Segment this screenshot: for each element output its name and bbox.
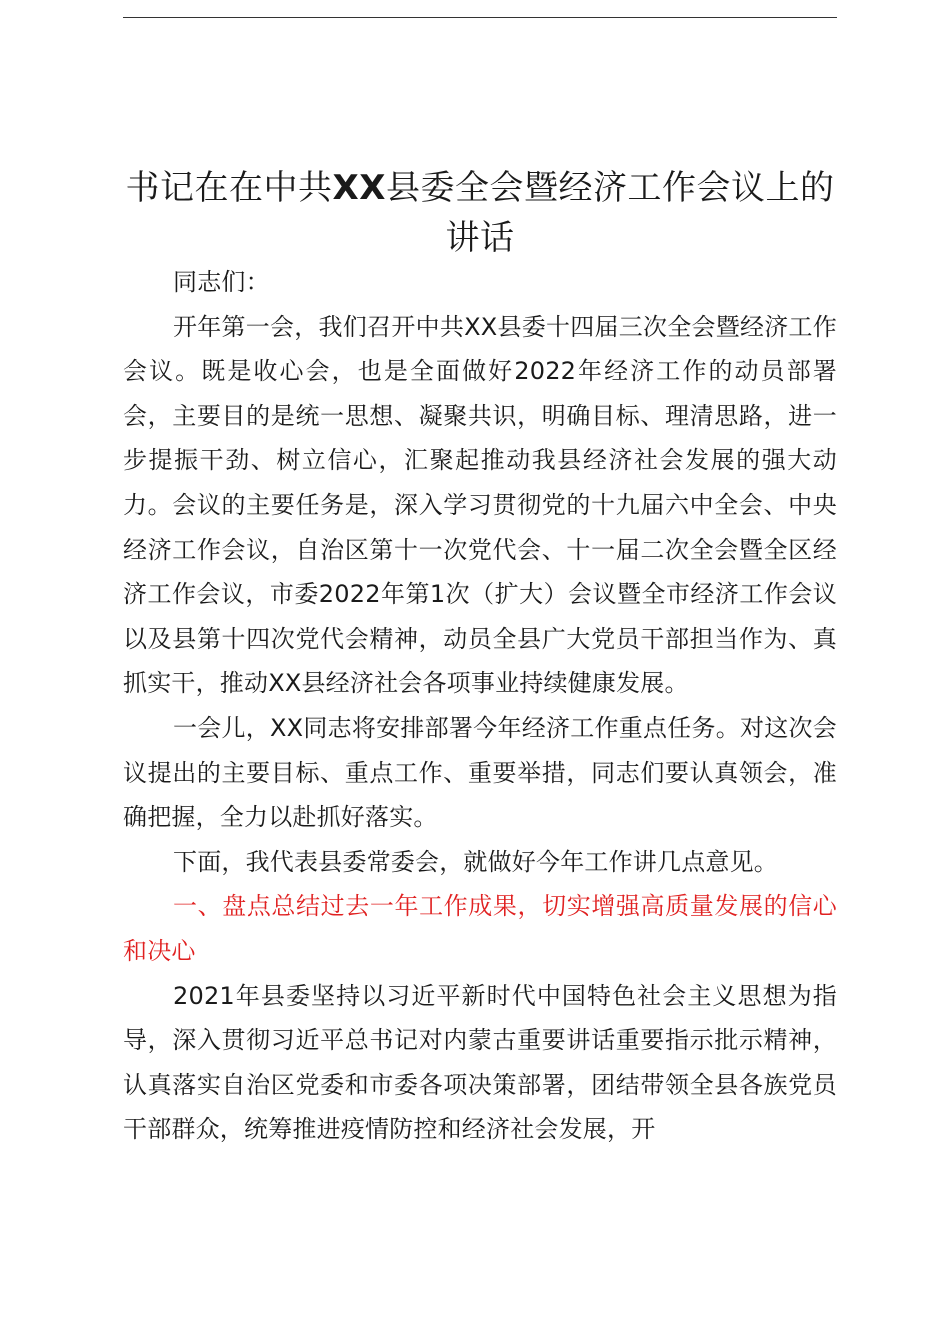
paragraph-arrangement: 一会儿，XX同志将安排部署今年经济工作重点任务。对这次会议提出的主要目标、重点工作、重要举措，同志们要认真领会，准确把握，全力以赴抓好落实。 (123, 713, 837, 832)
document-body (123, 260, 837, 1152)
paragraph-intro: 开年第一会，我们召开中共XX县委十四届三次全会暨经济工作会议。既是收心会，也是全面做好2022年经济工作的动员部署会，主要目的是统一思想、凝聚共识，明确目标、理清思路，进一步提振干劲、树立信心，汇聚起推动我县经济社会发展的强大动力。会议的主要任务是，深入学习贯彻党的十九届六中全会、中央经济工作会议，自治区第十一次党代会、十一届二次全会暨全区经济工作会议，市委2022年第1次（扩大）会议暨全市经济工作会议以及县第十四次党代会精神，动员全县广大党员干部担当作为、真抓实干，推动XX县经济社会各项事业持续健康发展。 (123, 312, 837, 698)
salutation: 同志们： (173, 268, 270, 296)
paragraph-opinions: 下面，我代表县委常委会，就做好今年工作讲几点意见。 (173, 847, 778, 876)
title-part-1: 书记在在中共 (125, 167, 333, 208)
header-rule (123, 17, 837, 18)
title-bold-xx: XX (332, 167, 386, 208)
section-heading-1: 一、盘点总结过去一年工作成果，切实增强高质量发展的信心和决心 (123, 892, 837, 965)
document-title (123, 163, 837, 263)
title-part-2: 县委全会暨经济工作会议上的讲话 (385, 167, 835, 258)
paragraph-2021-review: 2021年县委坚持以习近平新时代中国特色社会主义思想为指导，深入贯彻习近平总书记对内蒙古重要讲话重要指示批示精神，认真落实自治区党委和市委各项决策部署，团结带领全县各族党员干部群众，统筹推进疫情防控和经济社会发展，开 (123, 981, 837, 1144)
